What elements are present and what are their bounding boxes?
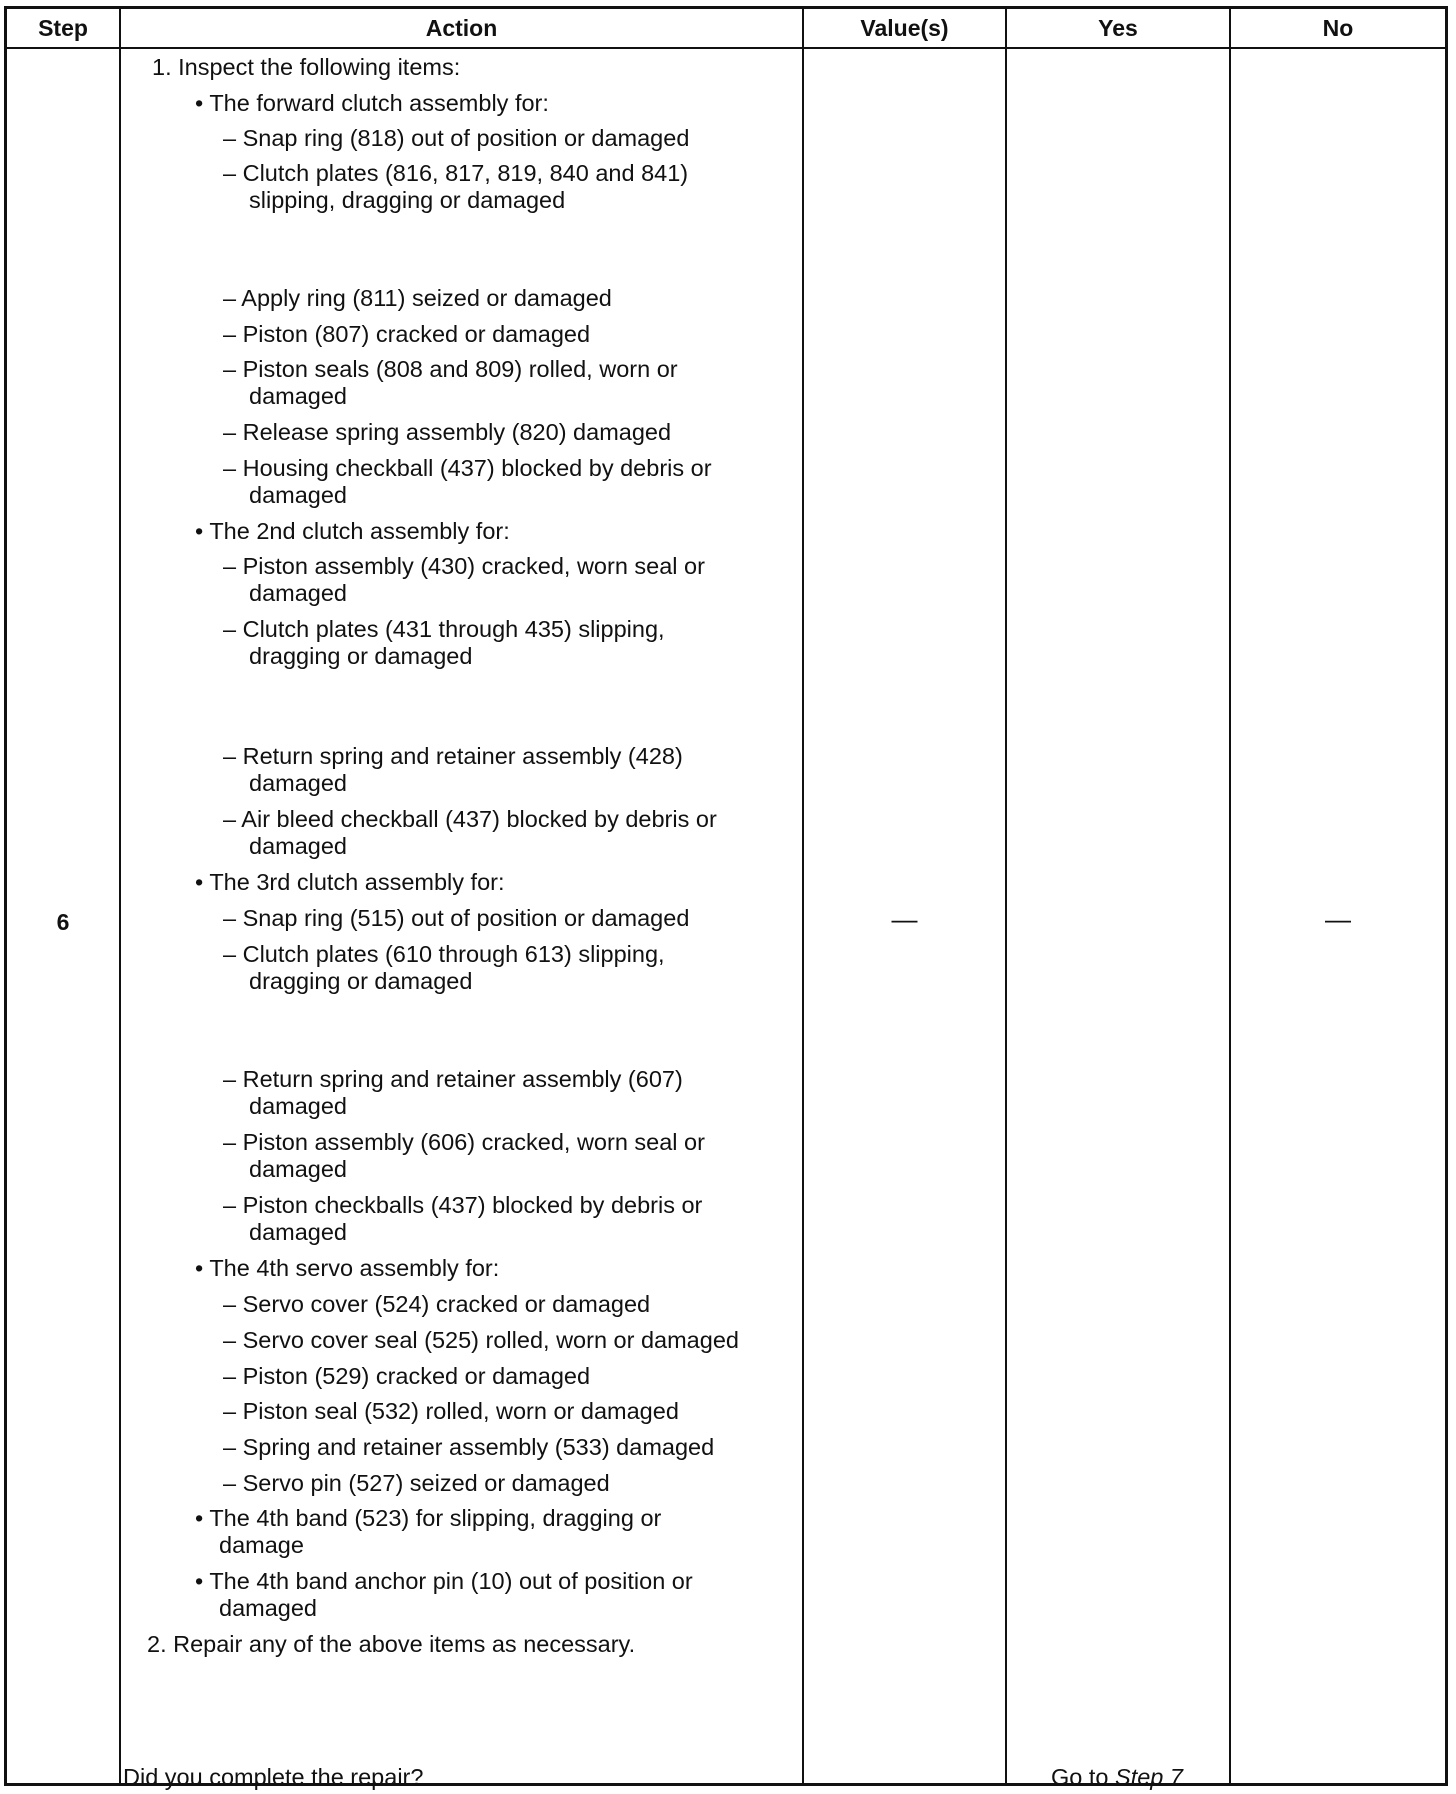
action-line: – Piston assembly (606) cracked, worn seal or: [223, 1129, 705, 1155]
action-line: dragging or damaged: [249, 643, 473, 669]
action-line: damaged: [249, 833, 347, 859]
action-line: 2. Repair any of the above items as necessary.: [147, 1631, 636, 1657]
action-line: slipping, dragging or damaged: [249, 187, 566, 213]
action-line: damaged: [249, 1156, 347, 1182]
action-line: – Servo cover seal (525) rolled, worn or damaged: [223, 1327, 739, 1353]
column-divider: [802, 9, 804, 1783]
action-line: • The 3rd clutch assembly for:: [195, 869, 505, 895]
yes-prefix: Go to: [1051, 1764, 1116, 1790]
column-divider: [1229, 9, 1231, 1783]
action-line: – Clutch plates (431 through 435) slipping,: [223, 616, 665, 642]
diagnostic-table: [4, 6, 1448, 1790]
action-line: – Piston (529) cracked or damaged: [223, 1363, 591, 1389]
header-action: Action: [425, 15, 498, 41]
action-line: • The 4th band anchor pin (10) out of position or: [195, 1568, 693, 1594]
action-line: • The 4th servo assembly for:: [195, 1255, 500, 1281]
action-line: – Air bleed checkball (437) blocked by debris or: [223, 806, 717, 832]
action-line: – Clutch plates (610 through 613) slipping,: [223, 941, 665, 967]
action-line: – Piston (807) cracked or damaged: [223, 321, 591, 347]
action-line: – Piston seals (808 and 809) rolled, worn or: [223, 356, 678, 382]
action-line: – Servo pin (527) seized or damaged: [223, 1470, 610, 1496]
header-no: No: [1322, 15, 1354, 41]
action-line: – Release spring assembly (820) damaged: [223, 419, 672, 445]
action-line: – Piston assembly (430) cracked, worn seal or: [223, 553, 705, 579]
no-cell: —: [1325, 904, 1351, 934]
header-divider: [7, 47, 1445, 49]
action-line: damaged: [249, 770, 347, 796]
column-divider: [1005, 9, 1007, 1783]
question-text: Did you complete the repair?: [123, 1764, 424, 1790]
action-line: – Servo cover (524) cracked or damaged: [223, 1291, 651, 1317]
yes-result: [1005, 1764, 1229, 1791]
action-line: damaged: [249, 580, 347, 606]
action-line: – Return spring and retainer assembly (428): [223, 743, 683, 769]
action-line: • The 2nd clutch assembly for:: [195, 518, 510, 544]
action-line: 1. Inspect the following items:: [152, 54, 461, 80]
action-line: damaged: [249, 1093, 347, 1119]
action-line: – Piston checkballs (437) blocked by debris or: [223, 1192, 703, 1218]
action-line: – Clutch plates (816, 817, 819, 840 and 841): [223, 160, 689, 186]
step-number: 6: [56, 909, 70, 935]
action-line: damage: [219, 1532, 304, 1558]
action-line: dragging or damaged: [249, 968, 473, 994]
header-step: Step: [38, 15, 88, 41]
action-line: damaged: [249, 482, 347, 508]
action-line: damaged: [249, 383, 347, 409]
action-line: – Return spring and retainer assembly (607): [223, 1066, 683, 1092]
action-line: • The forward clutch assembly for:: [195, 90, 549, 116]
action-line: – Spring and retainer assembly (533) damaged: [223, 1434, 715, 1460]
action-line: – Snap ring (515) out of position or damaged: [223, 905, 690, 931]
action-line: – Snap ring (818) out of position or damaged: [223, 125, 690, 151]
go-to-step-link[interactable]: Step 7: [1115, 1764, 1183, 1790]
action-line: damaged: [249, 1219, 347, 1245]
column-divider: [119, 9, 121, 1783]
values-cell: —: [891, 904, 918, 934]
action-line: – Housing checkball (437) blocked by debris or: [223, 455, 712, 481]
header-values: Value(s): [860, 15, 949, 41]
action-line: – Apply ring (811) seized or damaged: [223, 285, 612, 311]
action-line: damaged: [219, 1595, 317, 1621]
header-yes: Yes: [1098, 15, 1138, 41]
action-line: – Piston seal (532) rolled, worn or damaged: [223, 1398, 679, 1424]
action-line: • The 4th band (523) for slipping, dragging or: [195, 1505, 662, 1531]
